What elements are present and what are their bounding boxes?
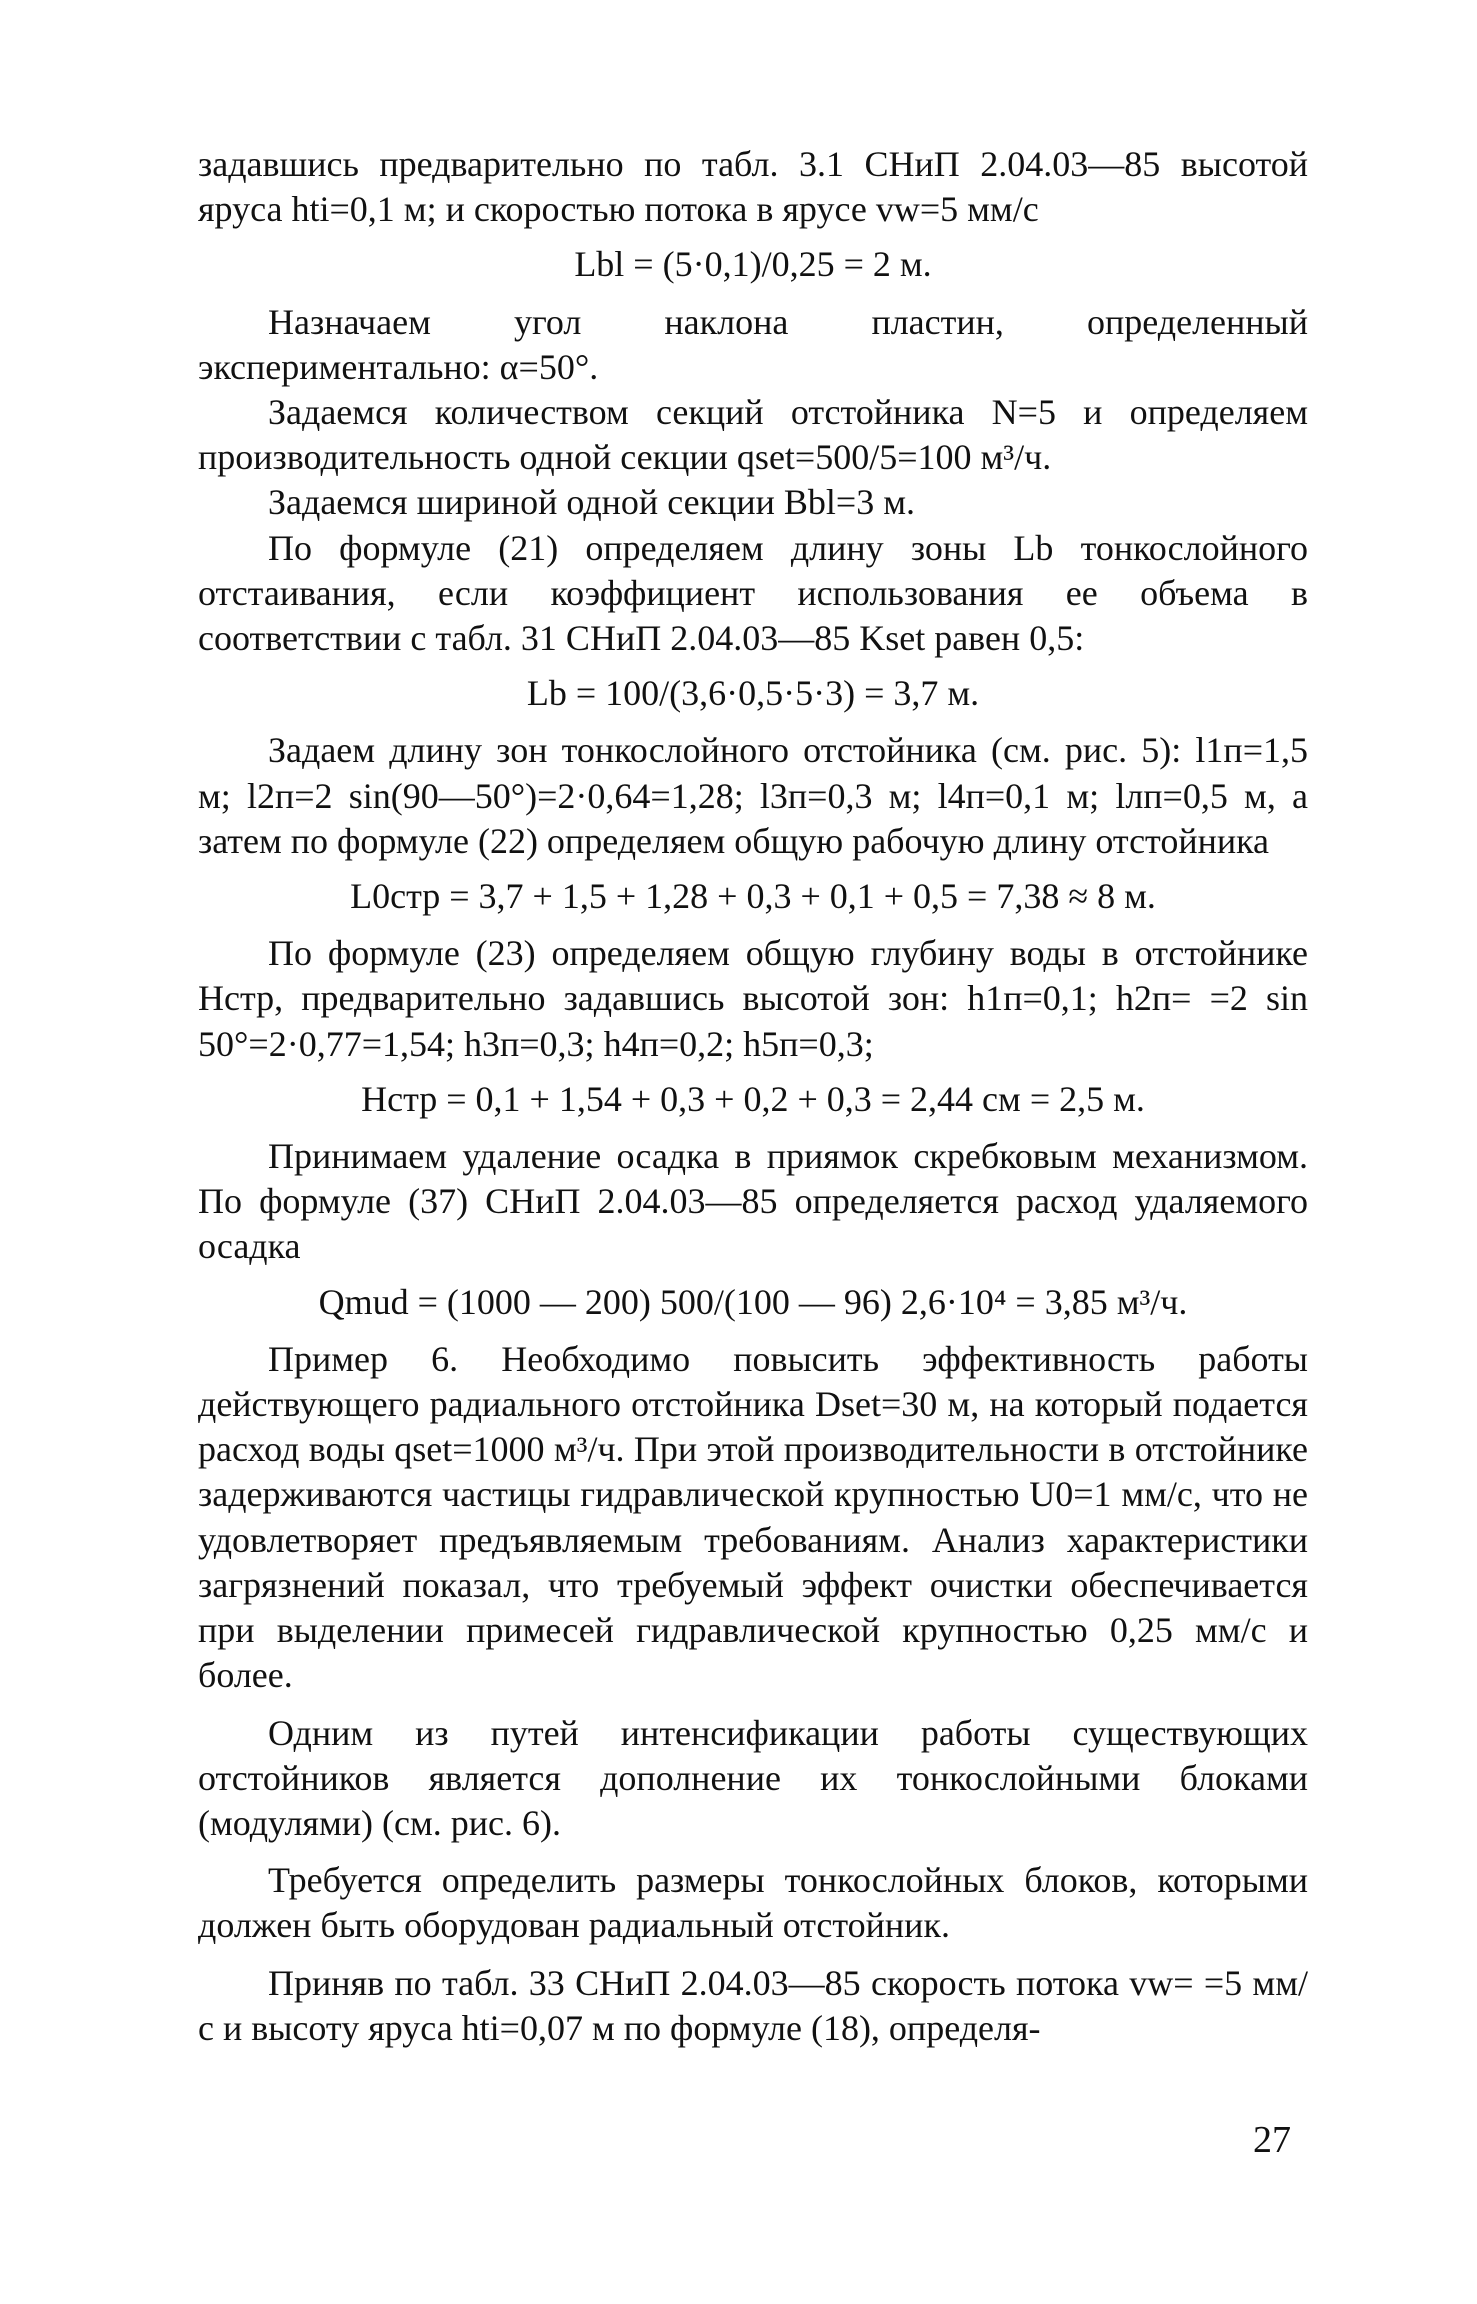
- formula-qmud: Qmud = (1000 — 200) 500/(100 — 96) 2,6·10⁴ = 3,85 м³/ч.: [318, 1281, 1188, 1322]
- paragraph-1: задавшись предварительно по табл. 3.1 СНиП 2.04.03—85 высотой яруса hti=0,1 м; и скоростью потока в ярусе vw=5 мм/с: [198, 144, 1308, 230]
- paragraph-2: Назначаем угол наклона пластин, определенный экспериментально: α=50°.: [198, 301, 1308, 387]
- paragraph-3: Задаемся количеством секций отстойника N=5 и определяем производительность одной секции qset=500/5=100 м³/ч.: [198, 392, 1308, 478]
- paragraph-8: Принимаем удаление осадка в приямок скребковым механизмом. По формуле (37) СНиП 2.04.03—85 определяется расход удаляемого осадка: [198, 1136, 1308, 1267]
- paragraph-7: По формуле (23) определяем общую глубину воды в отстойнике Hстр, предварительно задавшись высотой зон: h1п=0,1; h2п= =2 sin 50°=2·0,77=1,54; h3п=0,3; h4п=0,2; h5п=0,3;: [198, 933, 1308, 1064]
- paragraph-11: Приняв по табл. 33 СНиП 2.04.03—85 скорость потока vw= =5 мм/с и высоту яруса hti=0,07 м по формуле (18), определя-: [198, 1962, 1308, 2048]
- paragraph-9: Одним из путей интенсификации работы существующих отстойников является дополнение их тонкослойными блоками (модулями) (см. рис. 6).: [198, 1712, 1308, 1843]
- formula-lb: Lb = 100/(3,6·0,5·5·3) = 3,7 м.: [526, 673, 980, 714]
- formula-l0: L0стр = 3,7 + 1,5 + 1,28 + 0,3 + 0,1 + 0,5 = 7,38 ≈ 8 м.: [350, 876, 1156, 917]
- page-number: 27: [1253, 2119, 1291, 2161]
- document-page: [198, 142, 1308, 2051]
- paragraph-5: По формуле (21) определяем длину зоны Lb тонкослойного отстаивания, если коэффициент использования ее объема в соответствии с табл. 31 СНиП 2.04.03—85 Kset равен 0,5:: [198, 527, 1308, 659]
- paragraph-6: Задаем длину зон тонкослойного отстойника (см. рис. 5): l1п=1,5 м; l2п=2 sin(90—50°)=2·0,64=1,28; l3п=0,3 м; l4п=0,1 м; lлп=0,5 м, а затем по формуле (22) определяем общую рабочую длину отстойника: [198, 730, 1308, 861]
- formula-lbl: Lbl = (5·0,1)/0,25 = 2 м.: [574, 244, 932, 285]
- formula-hstr: Hстр = 0,1 + 1,54 + 0,3 + 0,2 + 0,3 = 2,44 см = 2,5 м.: [361, 1078, 1145, 1119]
- paragraph-10: Требуется определить размеры тонкослойных блоков, которыми должен быть оборудован радиальный отстойник.: [198, 1860, 1308, 1946]
- paragraph-4: Задаемся шириной одной секции Bbl=3 м.: [268, 482, 915, 523]
- paragraph-example-6: Пример 6. Необходимо повысить эффективность работы действующего радиального отстойника Dset=30 м, на который подается расход воды qset=1000 м³/ч. При этой производительности в отстойнике задерживаются частицы гидравлической крупностью U0=1 мм/с, что не удовлетворяет предъявляемым требованиям. Анализ характеристики загрязнений показал, что требуемый эффект очистки обеспечивается при выделении примесей гидравлической крупностью 0,25 мм/с и более.: [198, 1338, 1308, 1696]
